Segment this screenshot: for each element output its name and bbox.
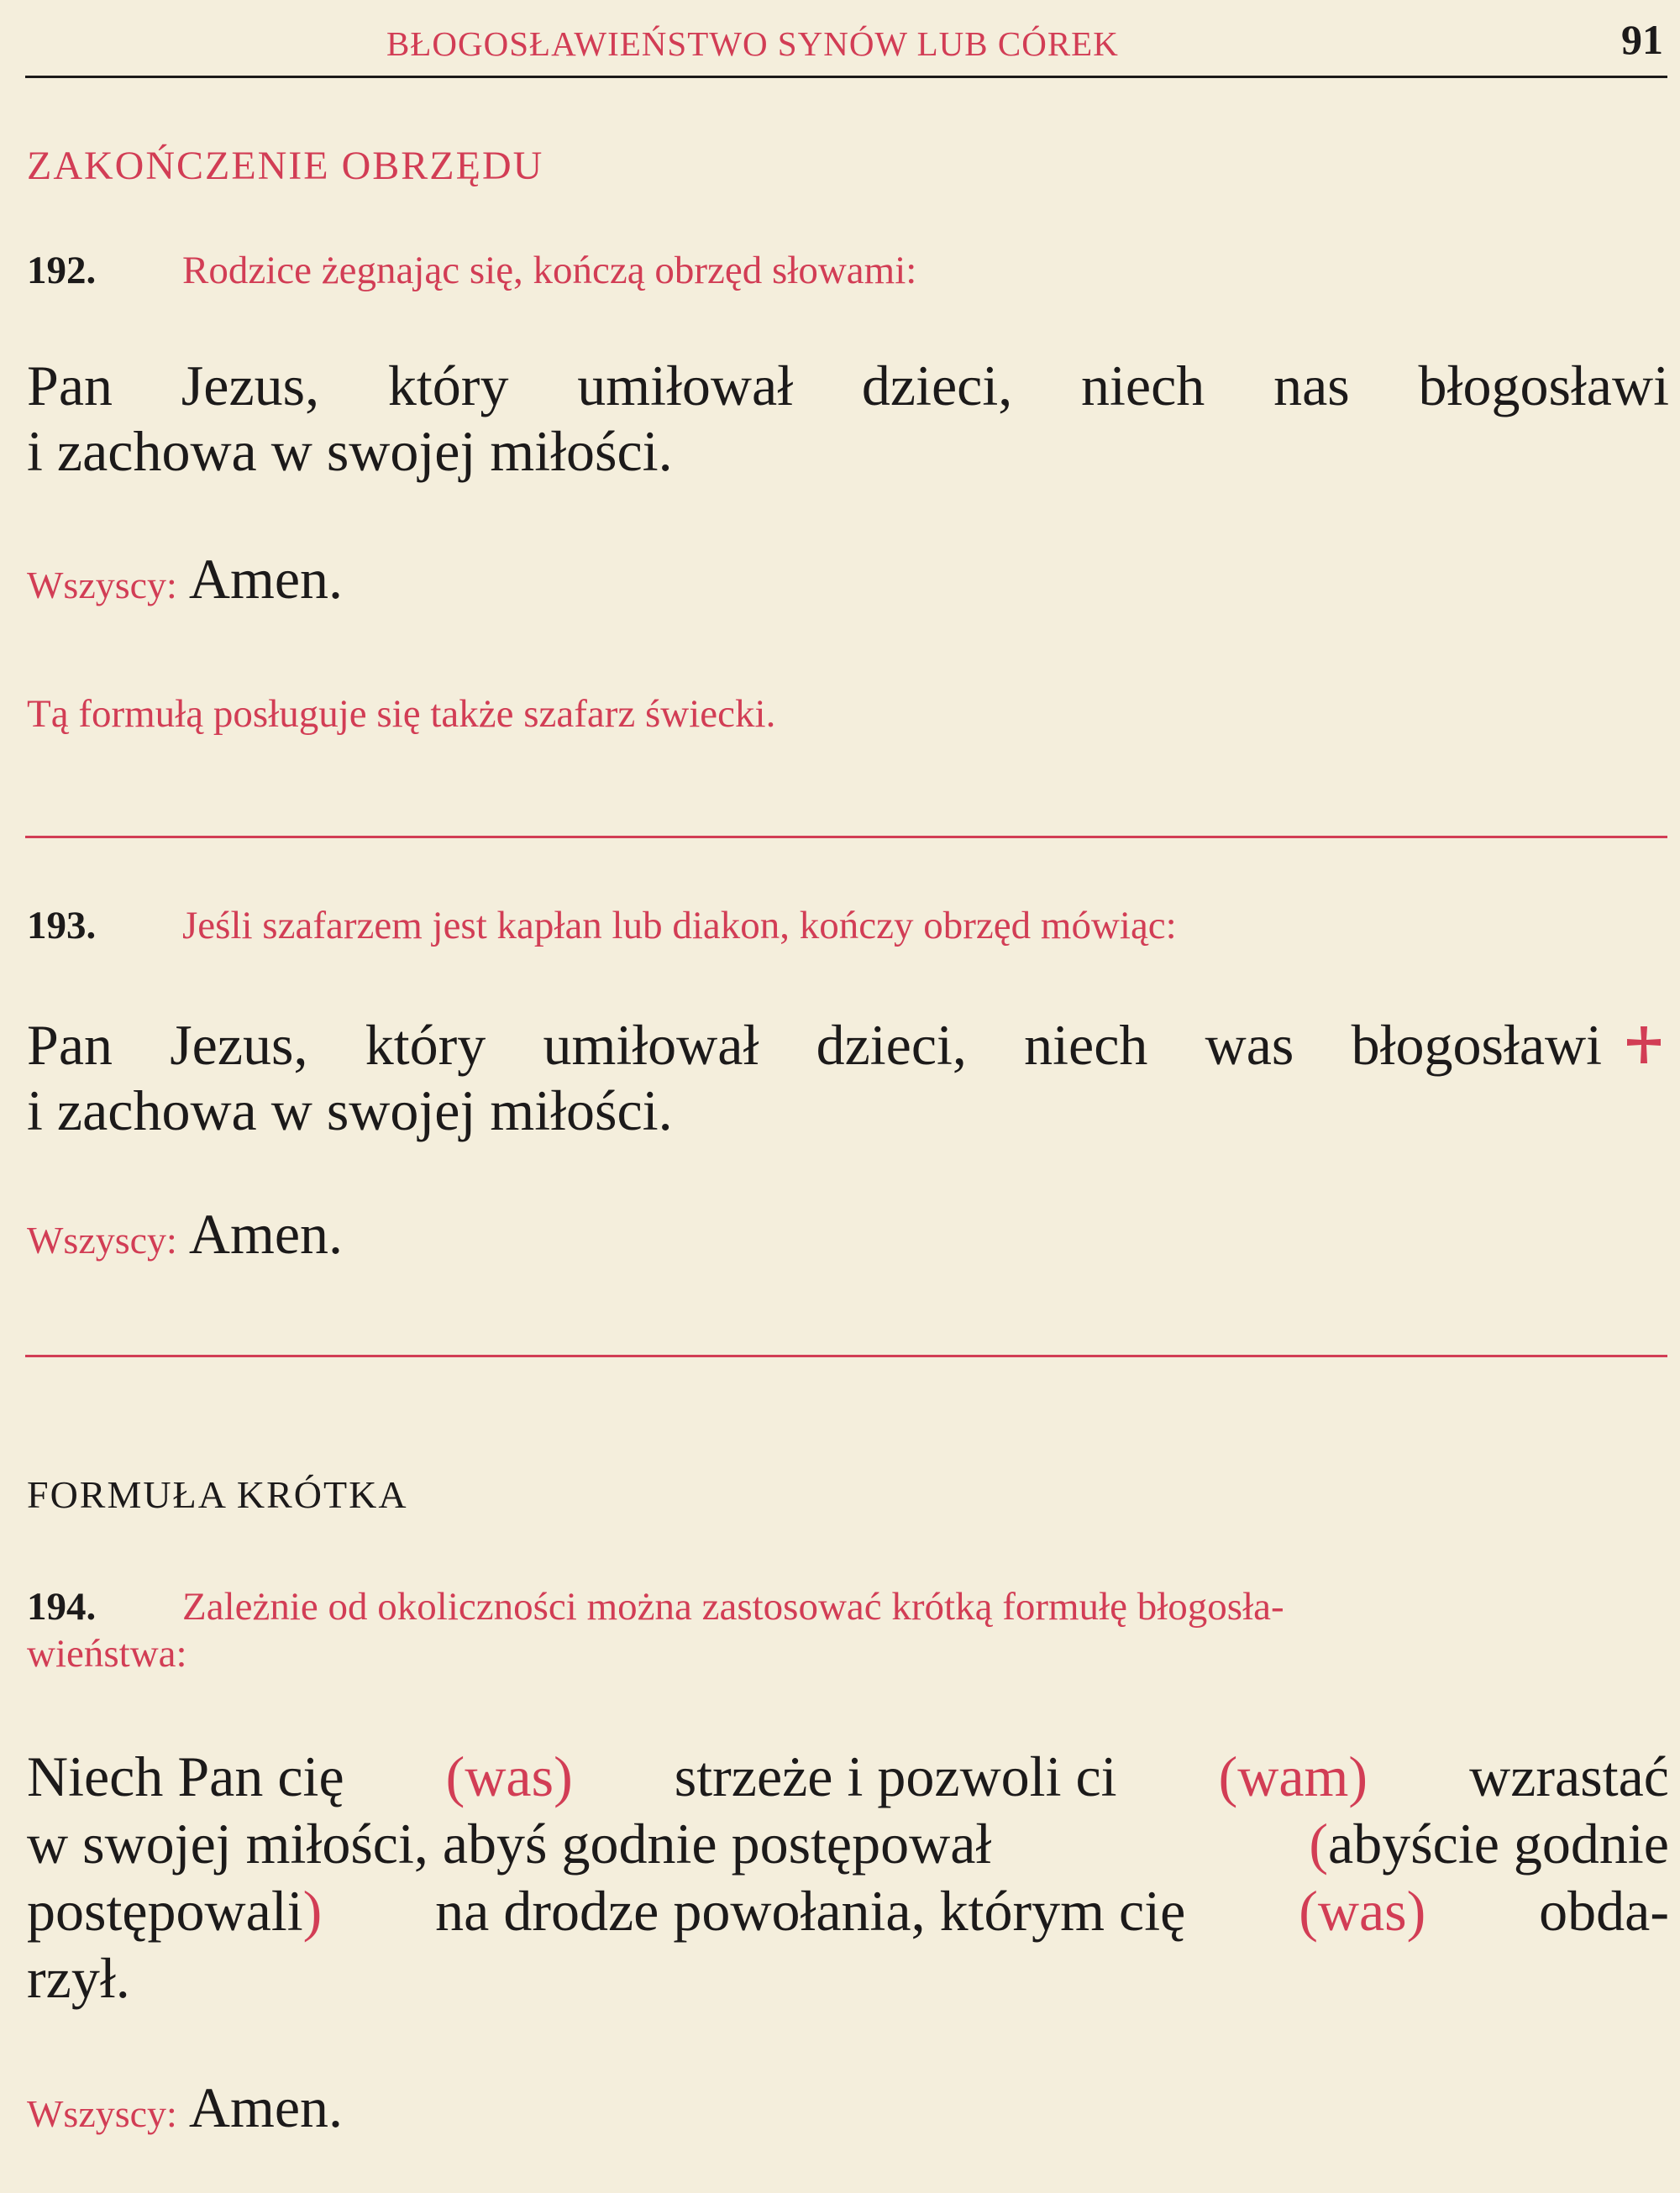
rubric-text-192: Rodzice żegnając się, kończą obrzęd słowami:: [182, 249, 917, 292]
response-194: [27, 2075, 343, 2141]
prayer-193-line1: Pan Jezus, który umiłował dzieci, niech was błogosławi: [27, 1013, 1602, 1077]
prayer-194-line1: [27, 1743, 1669, 1810]
rubric-text-194-line2: wieństwa:: [27, 1632, 187, 1676]
prayer-194-l1a: Niech Pan cię: [27, 1744, 344, 1808]
rubric-193: [27, 903, 1177, 948]
prayer-194-l1b: (was): [445, 1744, 573, 1808]
prayer-194-line3: [27, 1877, 1669, 1944]
prayer-193: [27, 1012, 1669, 1143]
response-amen-194: Amen.: [188, 2075, 344, 2139]
prayer-194-line4: rzył.: [27, 1946, 130, 2010]
prayer-194-l2c: abyście godnie: [1328, 1812, 1669, 1876]
prayer-193-line1-row: [27, 1012, 1669, 1078]
note-szafarz-swiecki: Tą formułą posługuje się także szafarz świecki.: [27, 692, 776, 736]
prayer-194-l1d: (wam): [1218, 1744, 1368, 1808]
item-number-193: 193.: [27, 904, 97, 947]
header-rule: [25, 76, 1667, 78]
rubric-192: [27, 248, 916, 293]
prayer-194-l3e: obda-: [1539, 1879, 1669, 1943]
response-193: [27, 1201, 343, 1267]
prayer-194-l1e: wzrastać: [1469, 1744, 1669, 1808]
rubric-194: [27, 1583, 1669, 1677]
response-amen-193: Amen.: [188, 1202, 344, 1266]
rubric-text-194-line1: Zależnie od okoliczności można zastosować krótką formułę błogosła-: [182, 1585, 1284, 1629]
prayer-194-l2-group: [1309, 1810, 1669, 1877]
cross-icon: [1625, 1025, 1662, 1065]
prayer-194-l3b: ): [302, 1879, 323, 1943]
prayer-194-l3a: postępowali: [27, 1879, 303, 1943]
prayer-192-line2: i zachowa w swojej miłości.: [27, 419, 673, 483]
prayer-194: [27, 1743, 1669, 2012]
separator-rule-1: [25, 836, 1667, 838]
prayer-194-l2b: (: [1309, 1812, 1329, 1876]
rubric-text-193: Jeśli szafarzem jest kapłan lub diakon, kończy obrzęd mówiąc:: [182, 904, 1177, 947]
separator-rule-2: [25, 1355, 1667, 1357]
section-heading-formula-krotka: FORMUŁA KRÓTKA: [27, 1473, 408, 1516]
prayer-194-l2a: w swojej miłości, abyś godnie postępował: [27, 1812, 992, 1876]
prayer-194-l3-group: [27, 1877, 322, 1944]
prayer-194-l3d: (was): [1299, 1879, 1426, 1943]
running-title: BŁOGOSŁAWIEŃSTWO SYNÓW LUB CÓREK: [386, 24, 1119, 63]
response-who-193: Wszyscy:: [27, 1219, 177, 1262]
item-number-192: 192.: [27, 249, 97, 292]
response-who-192: Wszyscy:: [27, 564, 177, 606]
page-number: 91: [1621, 16, 1663, 63]
prayer-194-line2: [27, 1810, 1669, 1877]
prayer-192-line1: Pan Jezus, który umiłował dzieci, niech nas błogosławi: [27, 354, 1669, 417]
prayer-194-l1c: strzeże i pozwoli ci: [674, 1744, 1117, 1808]
response-amen-192: Amen.: [188, 547, 344, 611]
prayer-192: [27, 353, 1669, 484]
response-192: [27, 546, 343, 612]
prayer-194-l3c: na drodze powołania, którym cię: [435, 1879, 1186, 1943]
item-number-194: 194.: [27, 1585, 97, 1629]
section-heading-zakonczenie: ZAKOŃCZENIE OBRZĘDU: [27, 144, 544, 188]
prayer-193-line2: i zachowa w swojej miłości.: [27, 1078, 673, 1142]
response-who-194: Wszyscy:: [27, 2092, 177, 2135]
